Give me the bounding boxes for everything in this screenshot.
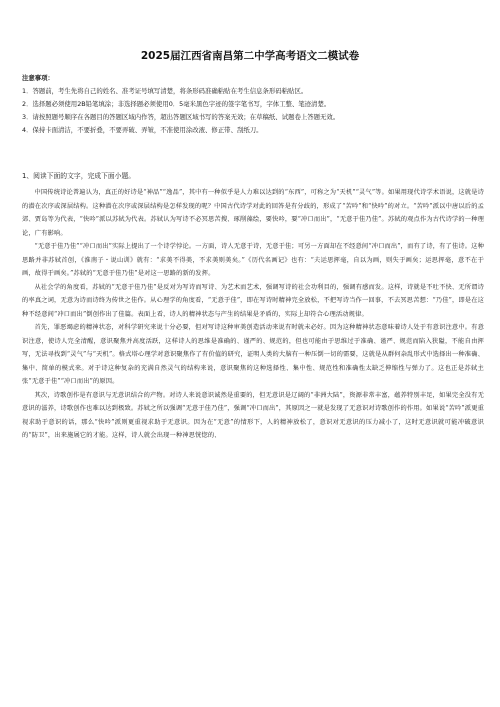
notice-section	[22, 72, 484, 137]
passage-paragraph-3: 从社会学的角度看，苏轼的“无意于佳乃佳”是反对为写诗而写诗、为艺术而艺术，强调写诗的社会功利目的，强调有感而发。这样，诗就是不吐不快、无所谓诗的率真之词，无意为诗而诗终为传世之佳作。从心理学的角度看，“无意于佳”，即在写诗时精神完全放松，不把写诗当作一回事，不去冥思苦想：“乃佳”，即是在这种不经意间“冲口而出”倒创作出了佳篇。表面上看，诗人的精神状态与产生的结果是矛盾的，实际上却符合心理活动规律。	[22, 283, 484, 318]
notice-item-3: 3．请按照题号顺序在各题目的答题区域内作答，超出答题区域书写的答案无效；在草稿纸、试题卷上答题无效。	[22, 113, 340, 121]
passage-paragraph-4: 首先，罪恶竭虑的精神状态，对科学研究来说十分必要，但对写诗这种审美创造活动来说有时就未必好。因为这种精神状态意味着诗人处于有意识注意中。有意识注意，使诗人完全清醒，意识聚焦并高度活跃，这样诗人的思维是准确的、谨严的、规范的，但也可能由于思维过于准确、谨严、规范而陷入狭隘，不能自由挥写，无法寻找到“灵气”与“天机”。格式塔心理学对意识聚焦作了有价值的研究，证明人类的大脑有一种压倒一切的需要，这就是从群何杂乱形式中选择出一种准确、集中、简单的模式来。对于诗这种复杂的充满自然灵气的结构来说，意识聚焦的这种选择性、集中性、规范性和准确性太缺乏伸缩性与弹力了。这也正是苏轼主张“无意于佳”“冲口而出”的原因。	[22, 324, 484, 385]
reading-passage	[22, 186, 484, 443]
notice-item-4: 4．保持卡面清洁，不要折叠，不要弄破、弄皱，不准使用涂改液、修正带、刮纸刀。	[22, 126, 263, 134]
passage-paragraph-1: 中国传统诗论普遍认为，真正的好诗是“神品”“逸品”，其中有一种似乎是人力难以达到的“东西”，可称之为“天机”“灵气”等。如果用现代诗学术语说，这就是诗的潜在次序或深层结构。这种潜在次序或深层结构是怎样发现的呢？中国古代诗学对此的回答是有分歧的，形成了“苦吟”和“快吟”的对立。“苦吟”派以中唐以后的孟郊、贾岛等为代表，“快吟”派以苏轼为代表。苏轼认为写诗不必冥思苦搜、琢削藻绘，要快吟，要“冲口而出”，“无意于佳乃佳”。苏轼的观点作为古代诗学的一种理论，广有影响。	[22, 189, 484, 237]
notice-item-2: 2．选择题必须使用2B铅笔填涂；非选择题必须使用0．5毫米黑色字迹的签字笔书写，字体工整、笔迹清楚。	[22, 100, 331, 108]
passage-paragraph-5: 其次，诗歌创作是有意识与无意识结合的产物。对诗人来说意识诚然是重要的，但无意识是辽阔的“非洲大陆”，资源非常丰富，蕴养特别丰足，如果完全没有无意识的滋养，诗歌创作也难以达到极致。苏轼之所以强调“无意于佳乃佳”，强调“冲口而出”，其原因之一就是发现了无意识对诗歌创作的作用。如果说“苦吟”派更重视求助于意识的话，那么“快吟”派则更重视求助于无意识。因为在“无意”的情形下，人的精神放松了，意识对无意识的压力减小了，这时无意识就可能冲破意识的“防卫”，出来施展它的才能。这样，诗人就会出现一种神思恍惚的、	[22, 391, 484, 439]
notice-item-1: 1．答题前，考生先将自己的姓名、准考证号填写清楚，将条形码准确粘贴在考生信息条形码粘贴区。	[22, 87, 308, 95]
passage-paragraph-2: “无意于佳乃佳”“冲口而出”实际上提出了一个诗学悖论。一方面，诗人无意于诗，无意于佳；可另一方面却在不经意间“冲口而出”，而有了诗，有了佳诗。这种思路并非苏轼首创，《淮南子・说山训》就有：“求美不得美，不求美则美矣。”《历代名画记》也有：“夫运思挥毫，自以为画，则失于画矣；运思挥毫，意不在于画，故得于画矣。”苏轼的“无意于佳乃佳”是对这一思路的新的发挥。	[22, 243, 484, 277]
question-prompt: 1、阅读下面的文字，完成下面小题。	[22, 172, 136, 180]
page-title: 2025届江西省南昌第二中学高考语文二模试卷	[140, 50, 360, 62]
notice-heading: 注意事项：	[22, 74, 54, 82]
